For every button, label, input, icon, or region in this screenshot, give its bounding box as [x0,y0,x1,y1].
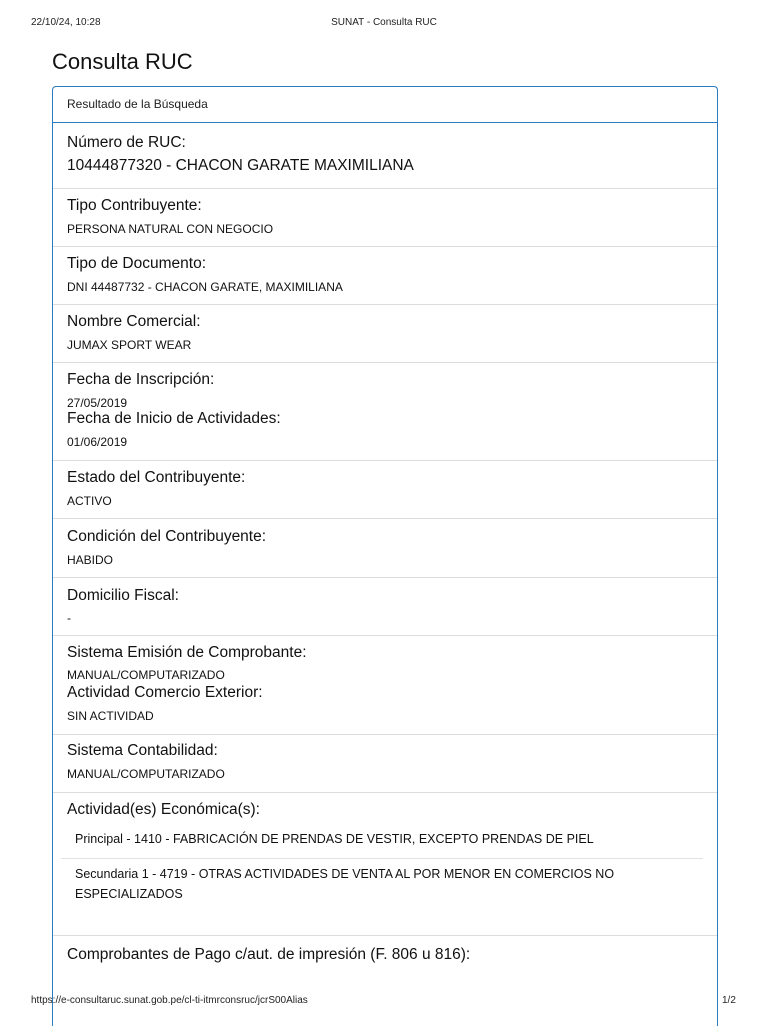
panel-heading: Resultado de la Búsqueda [53,87,717,123]
fecha-inscripcion-label: Fecha de Inscripción: [67,371,215,388]
print-header [0,17,768,31]
fecha-inscripcion-value: 27/05/2019 [67,396,128,410]
nombre-comercial-label: Nombre Comercial: [67,313,201,330]
tipo-documento-value: DNI 44487732 - CHACON GARATE, MAXIMILIANA [67,280,343,294]
fecha-inicio-label: Fecha de Inicio de Actividades: [67,410,281,427]
tipo-contribuyente-value: PERSONA NATURAL CON NEGOCIO [67,222,274,236]
field-condicion [53,519,717,578]
sistema-emision-value: MANUAL/COMPUTARIZADO [67,668,225,682]
actividad-row [61,859,661,904]
actividad-row [61,825,703,859]
actividad-exterior-label: Actividad Comercio Exterior: [67,684,263,701]
field-tipo-documento [53,247,717,305]
condicion-value: HABIDO [67,553,114,567]
print-timestamp: 22/10/24, 10:28 [31,17,101,28]
field-contabilidad [53,735,717,793]
fecha-inicio-value: 01/06/2019 [67,435,128,449]
print-title: SUNAT - Consulta RUC [331,17,437,28]
sistema-contabilidad-label: Sistema Contabilidad: [67,742,218,759]
field-ruc [53,123,717,189]
sistema-emision-label: Sistema Emisión de Comprobante: [67,644,307,661]
estado-label: Estado del Contribuyente: [67,469,246,486]
condicion-label: Condición del Contribuyente: [67,528,267,545]
print-url: https://e-consultaruc.sunat.gob.pe/cl-ti-itmrconsruc/jcrS00Alias [31,995,308,1006]
field-comprobantes [53,936,717,1026]
nombre-comercial-value: JUMAX SPORT WEAR [67,338,192,352]
tipo-contribuyente-label: Tipo Contribuyente: [67,197,202,214]
field-tipo-contribuyente [53,189,717,247]
field-actividades [53,793,717,936]
tipo-documento-label: Tipo de Documento: [67,255,207,272]
result-panel [52,86,718,1026]
comprobantes-label: Comprobantes de Pago c/aut. de impresión (F. 806 u 816): [67,946,471,963]
actividad-exterior-value: SIN ACTIVIDAD [67,709,154,723]
field-nombre-comercial [53,305,717,363]
field-domicilio [53,578,717,636]
domicilio-value: - [67,611,71,625]
field-fechas [53,363,717,461]
ruc-value: 10444877320 - CHACON GARATE MAXIMILIANA [67,157,414,174]
actividades-label: Actividad(es) Económica(s): [67,801,260,818]
estado-value: ACTIVO [67,494,112,508]
actividad-principal-text: Principal - 1410 - FABRICACIÓN DE PRENDAS DE VESTIR, EXCEPTO PRENDAS DE PIEL [75,832,594,846]
page-number: 1/2 [722,995,736,1006]
page-title: Consulta RUC [52,49,193,74]
actividad-secundaria-text: Secundaria 1 - 4719 - OTRAS ACTIVIDADES DE VENTA AL POR MENOR EN COMERCIOS NO ESPECIALIZADOS [75,867,615,901]
actividades-table [61,825,703,904]
field-estado [53,461,717,519]
ruc-label: Número de RUC: [67,134,186,151]
domicilio-label: Domicilio Fiscal: [67,587,179,604]
sistema-contabilidad-value: MANUAL/COMPUTARIZADO [67,767,225,781]
field-emision [53,636,717,735]
